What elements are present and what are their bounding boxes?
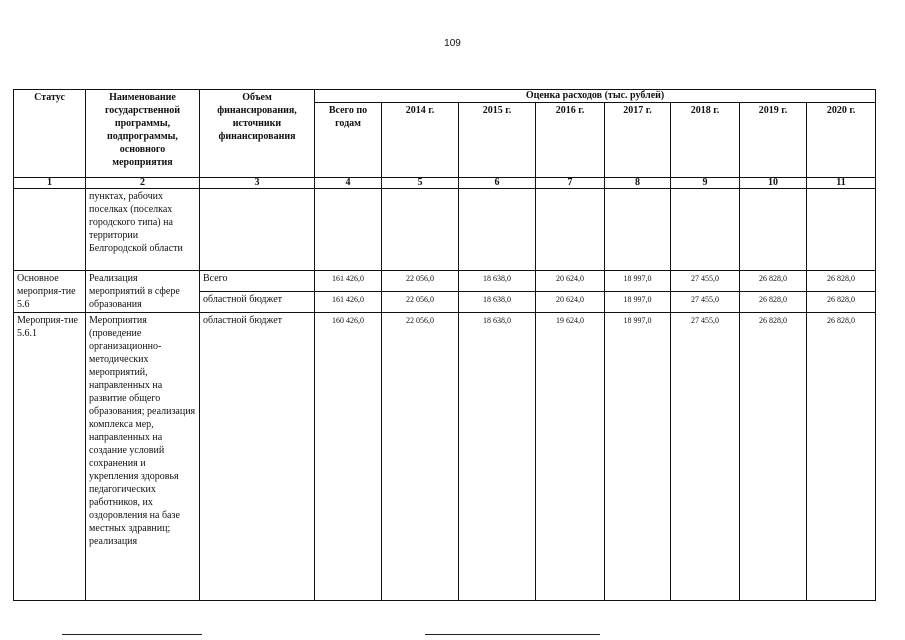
column-number: 7 (536, 178, 605, 189)
row-value: 26 828,0 (807, 271, 876, 292)
row-source: областной бюджет (200, 313, 315, 601)
row-source: Всего (200, 271, 315, 292)
row-status: Мероприя-тие 5.6.1 (14, 313, 86, 601)
column-number: 8 (605, 178, 671, 189)
header-year: 2017 г. (605, 103, 671, 178)
row-value: 18 997,0 (605, 292, 671, 313)
row-value: 161 426,0 (315, 292, 382, 313)
header-name: Наименование государственной программы, подпрограммы, основного мероприятия (86, 90, 200, 178)
header-total: Всего по годам (315, 103, 382, 178)
row-value: 22 056,0 (382, 292, 459, 313)
header-row-1 (14, 90, 876, 103)
row-value: 27 455,0 (671, 271, 740, 292)
row-value: 26 828,0 (807, 292, 876, 313)
row-value: 19 624,0 (536, 313, 605, 601)
row-value (807, 189, 876, 271)
column-number: 6 (459, 178, 536, 189)
table-row (14, 271, 876, 292)
column-number: 2 (86, 178, 200, 189)
row-value: 20 624,0 (536, 292, 605, 313)
header-financing: Объем финансирования, источники финансирования (200, 90, 315, 178)
column-number: 10 (740, 178, 807, 189)
table-row (14, 313, 876, 601)
row-status: Основное мероприя-тие 5.6 (14, 271, 86, 313)
header-year: 2019 г. (740, 103, 807, 178)
scan-line-left (62, 634, 202, 635)
row-value: 26 828,0 (740, 271, 807, 292)
column-number: 4 (315, 178, 382, 189)
row-name: пунктах, рабочих поселках (поселках городского типа) на территории Белгородской области (86, 189, 200, 271)
row-value: 18 638,0 (459, 292, 536, 313)
row-value: 27 455,0 (671, 313, 740, 601)
row-value: 18 997,0 (605, 313, 671, 601)
row-status (14, 189, 86, 271)
budget-table (13, 89, 876, 601)
row-value: 27 455,0 (671, 292, 740, 313)
row-value: 26 828,0 (740, 313, 807, 601)
row-value (536, 189, 605, 271)
row-value: 22 056,0 (382, 271, 459, 292)
row-source: областной бюджет (200, 292, 315, 313)
row-value: 160 426,0 (315, 313, 382, 601)
row-value: 18 997,0 (605, 271, 671, 292)
row-value (740, 189, 807, 271)
row-value (605, 189, 671, 271)
row-value: 18 638,0 (459, 271, 536, 292)
table-row (14, 189, 876, 271)
column-number: 9 (671, 178, 740, 189)
column-number: 3 (200, 178, 315, 189)
row-value: 26 828,0 (807, 313, 876, 601)
row-value: 20 624,0 (536, 271, 605, 292)
row-name: Мероприятия (проведение организационно-методических мероприятий, направленных на развитие общего образования; реализация комплекса мер, направленных на создание условий сохранения и укрепления здоровья педагогических работников, их оздоровления на базе местных здравниц; реализация (86, 313, 200, 601)
header-year: 2020 г. (807, 103, 876, 178)
header-year: 2014 г. (382, 103, 459, 178)
row-value (459, 189, 536, 271)
row-value: 22 056,0 (382, 313, 459, 601)
column-number-row (14, 178, 876, 189)
page-number: 109 (444, 38, 461, 49)
row-value: 26 828,0 (740, 292, 807, 313)
header-expenses-group: Оценка расходов (тыс. рублей) (315, 90, 876, 103)
column-number: 5 (382, 178, 459, 189)
header-status: Статус (14, 90, 86, 178)
header-year: 2015 г. (459, 103, 536, 178)
row-value (382, 189, 459, 271)
row-value (671, 189, 740, 271)
column-number: 11 (807, 178, 876, 189)
row-name: Реализация мероприятий в сфере образования (86, 271, 200, 313)
row-value: 18 638,0 (459, 313, 536, 601)
row-source (200, 189, 315, 271)
header-year: 2018 г. (671, 103, 740, 178)
row-value: 161 426,0 (315, 271, 382, 292)
header-year: 2016 г. (536, 103, 605, 178)
scan-line-right (425, 634, 600, 635)
row-value (315, 189, 382, 271)
column-number: 1 (14, 178, 86, 189)
